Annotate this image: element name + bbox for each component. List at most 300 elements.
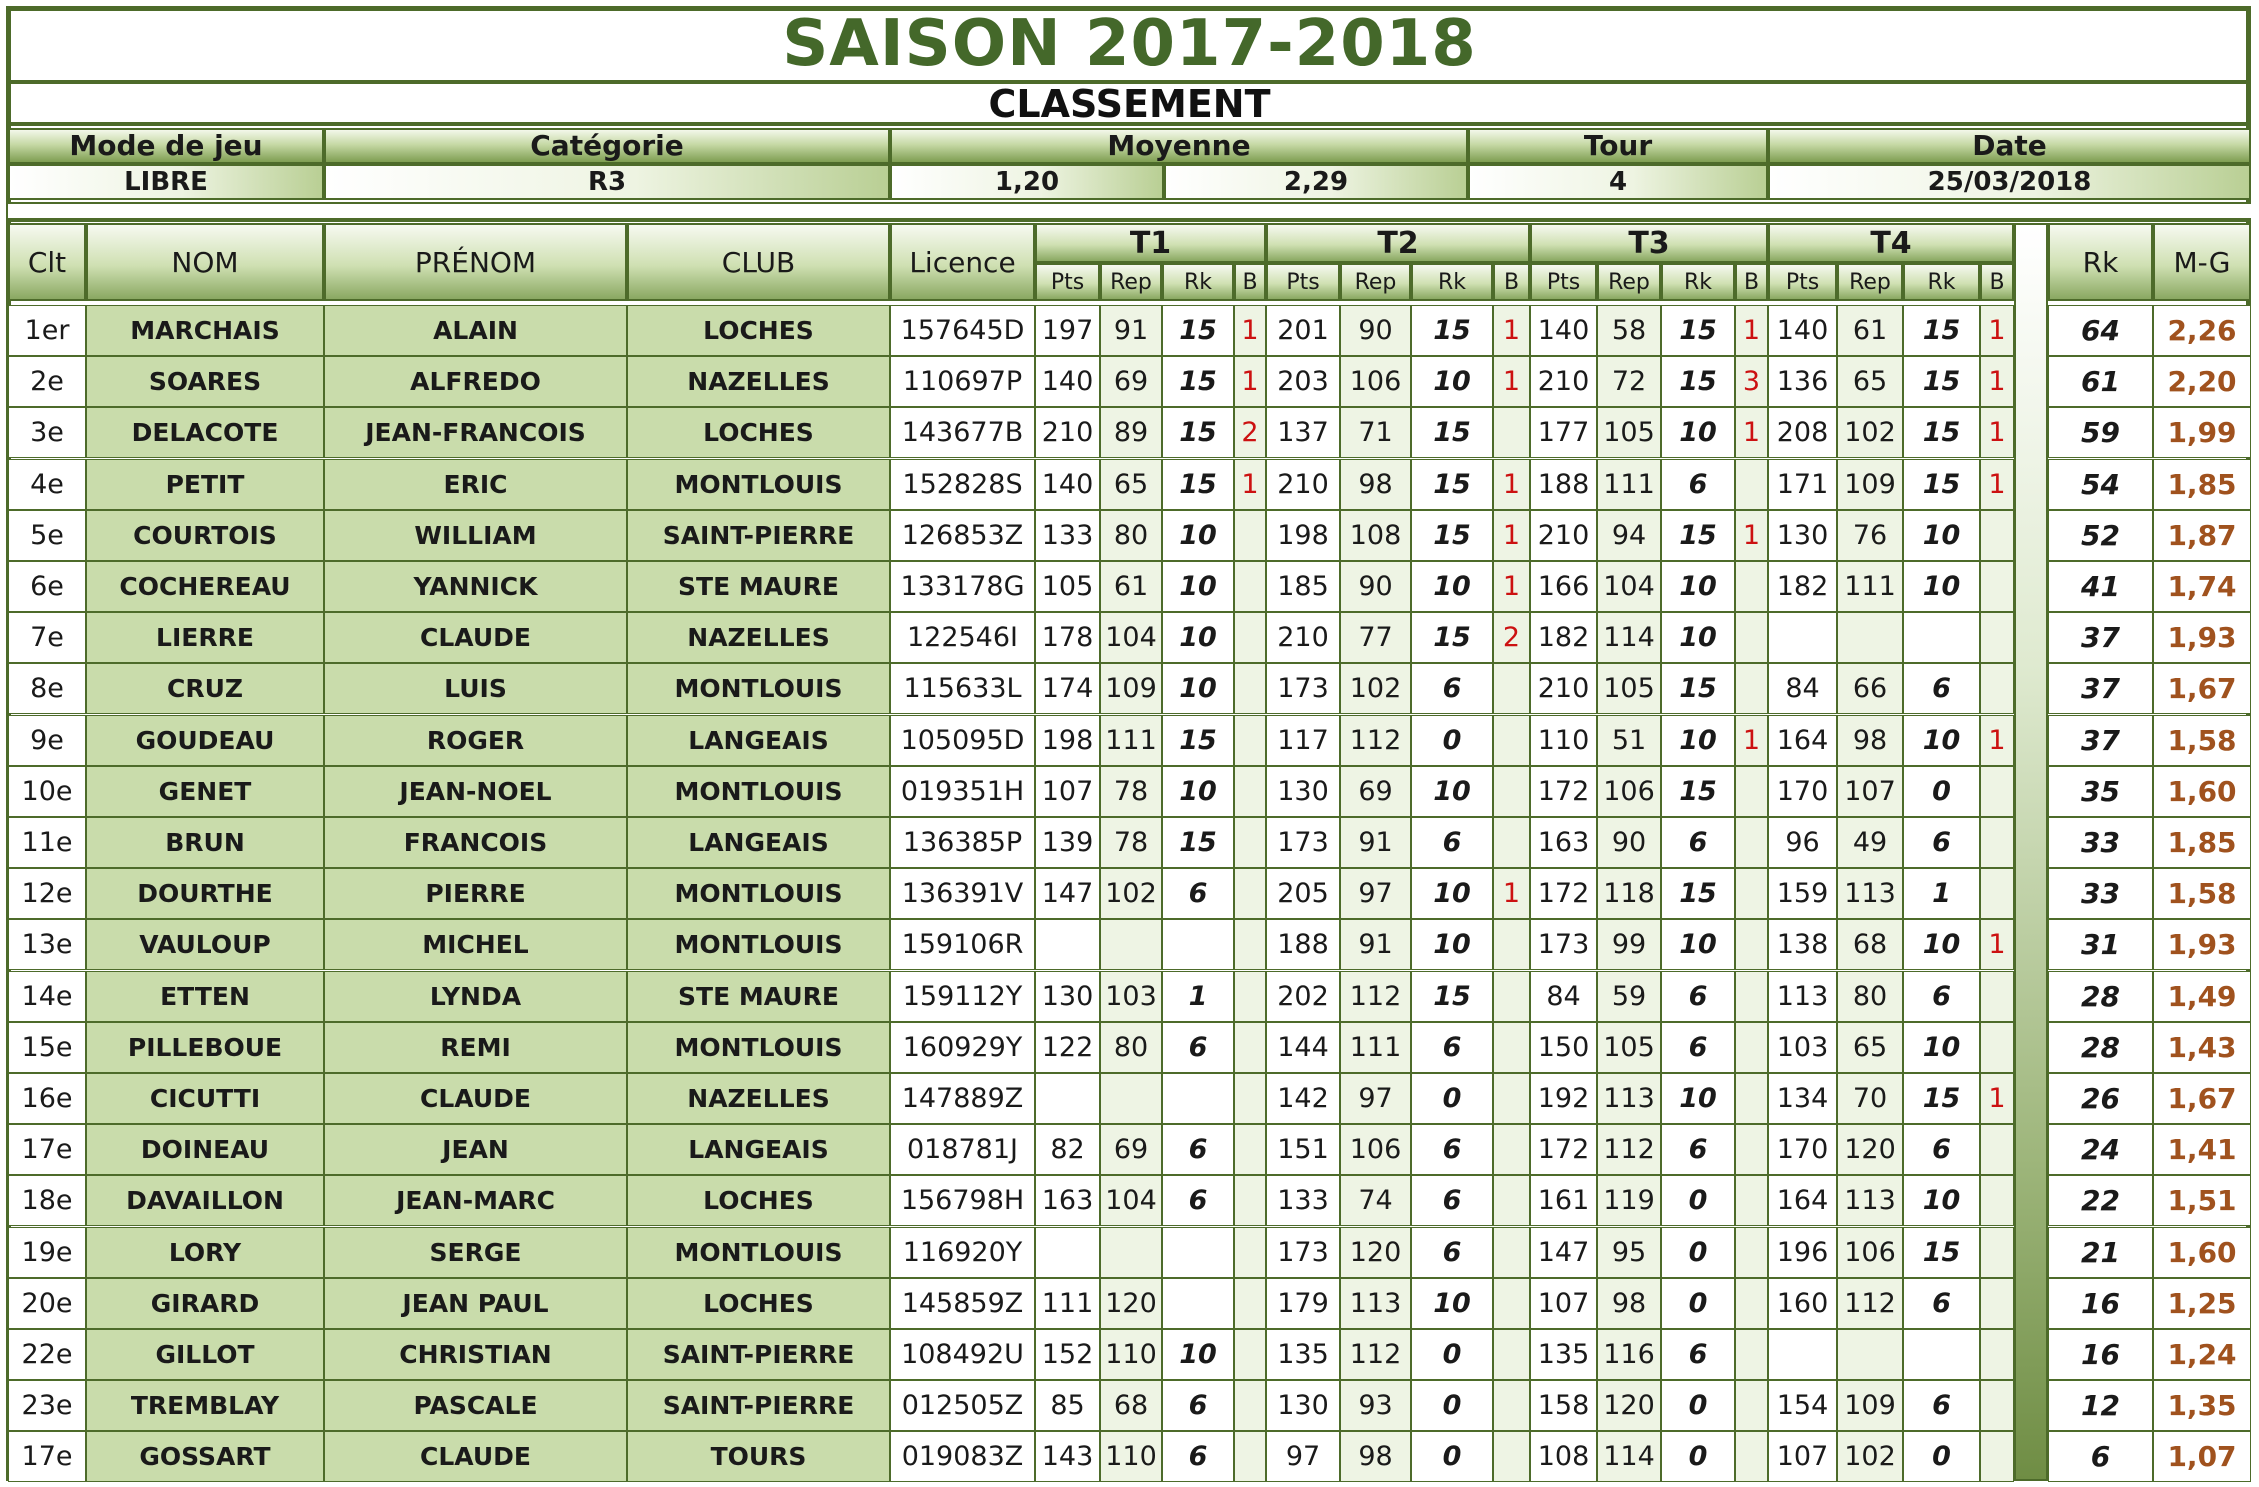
t1-pts-cell: 140 — [1035, 459, 1100, 510]
t1-rep-cell: 109 — [1100, 663, 1162, 714]
t2-bonus-cell: 1 — [1493, 459, 1530, 510]
t2-rk-cell: 15 — [1411, 971, 1493, 1022]
t3-rep-cell: 105 — [1597, 663, 1661, 714]
t1-bonus-cell — [1234, 715, 1266, 766]
t4-bonus-cell — [1980, 971, 2014, 1022]
t1-rk-cell: 15 — [1162, 407, 1234, 458]
t2-rk-cell: 0 — [1411, 1431, 1493, 1482]
categorie-header: Catégorie — [324, 128, 890, 164]
t3-pts-cell: 173 — [1530, 919, 1597, 970]
t1-pts-cell: 143 — [1035, 1431, 1100, 1482]
t3-rk-cell: 0 — [1661, 1227, 1735, 1278]
t2-pts-cell: 97 — [1266, 1431, 1340, 1482]
t3-rk-cell: 6 — [1661, 817, 1735, 868]
t1-pts-cell: 174 — [1035, 663, 1100, 714]
moyenne-generale-cell: 1,87 — [2153, 510, 2251, 561]
t3-rep-cell: 72 — [1597, 356, 1661, 407]
t4-bonus-cell — [1980, 766, 2014, 817]
t3-bonus-cell: 1 — [1735, 407, 1768, 458]
col-header-pts: Pts — [1035, 263, 1100, 301]
t4-rep-cell: 65 — [1837, 356, 1903, 407]
t2-bonus-cell — [1493, 919, 1530, 970]
t3-rep-cell: 113 — [1597, 1073, 1661, 1124]
t1-pts-cell: 82 — [1035, 1124, 1100, 1175]
t1-rep-cell: 110 — [1100, 1329, 1162, 1380]
nom-cell: PETIT — [86, 459, 324, 510]
licence-cell: 115633L — [890, 663, 1035, 714]
t1-pts-cell — [1035, 1073, 1100, 1124]
t3-pts-cell: 107 — [1530, 1278, 1597, 1329]
t2-bonus-cell: 1 — [1493, 305, 1530, 356]
col-header-b: B — [1234, 263, 1266, 301]
t4-bonus-cell — [1980, 1124, 2014, 1175]
t1-pts-cell: 147 — [1035, 868, 1100, 919]
t2-rep-cell: 91 — [1340, 919, 1411, 970]
t3-rk-cell: 6 — [1661, 1329, 1735, 1380]
t1-rk-cell: 6 — [1162, 868, 1234, 919]
moyenne-max-value: 2,29 — [1164, 164, 1468, 200]
t4-rep-cell: 111 — [1837, 561, 1903, 612]
col-header-b: B — [1980, 263, 2014, 301]
moyenne-generale-cell: 1,41 — [2153, 1124, 2251, 1175]
t2-bonus-cell — [1493, 1175, 1530, 1226]
t2-pts-cell: 198 — [1266, 510, 1340, 561]
t2-pts-cell: 179 — [1266, 1278, 1340, 1329]
col-header-b: B — [1493, 263, 1530, 301]
t1-rep-cell: 80 — [1100, 1022, 1162, 1073]
club-cell: TOURS — [627, 1431, 890, 1482]
rank-cell: 8e — [8, 663, 86, 714]
club-cell: MONTLOUIS — [627, 1227, 890, 1278]
t4-bonus-cell: 1 — [1980, 715, 2014, 766]
t3-bonus-cell: 1 — [1735, 715, 1768, 766]
t1-rk-cell: 10 — [1162, 612, 1234, 663]
t1-rk-cell: 15 — [1162, 305, 1234, 356]
t1-bonus-cell — [1234, 1175, 1266, 1226]
t4-rk-cell: 10 — [1903, 715, 1980, 766]
t4-rep-cell: 66 — [1837, 663, 1903, 714]
t3-rep-cell: 106 — [1597, 766, 1661, 817]
t3-bonus-cell — [1735, 1278, 1768, 1329]
t3-pts-cell: 140 — [1530, 305, 1597, 356]
t4-bonus-cell — [1980, 1227, 2014, 1278]
licence-cell: 159112Y — [890, 971, 1035, 1022]
t4-bonus-cell — [1980, 1278, 2014, 1329]
t3-pts-cell: 172 — [1530, 766, 1597, 817]
t1-pts-cell: 140 — [1035, 356, 1100, 407]
nom-cell: DOURTHE — [86, 868, 324, 919]
t1-rep-cell — [1100, 919, 1162, 970]
t4-rep-cell: 68 — [1837, 919, 1903, 970]
licence-cell: 152828S — [890, 459, 1035, 510]
t4-bonus-cell — [1980, 510, 2014, 561]
t2-bonus-cell — [1493, 1073, 1530, 1124]
t4-rep-cell: 120 — [1837, 1124, 1903, 1175]
t3-rk-cell: 10 — [1661, 612, 1735, 663]
t1-rep-cell: 102 — [1100, 868, 1162, 919]
t4-rep-cell: 107 — [1837, 766, 1903, 817]
total-rk-cell: 37 — [2048, 663, 2153, 714]
col-header-pts: Pts — [1768, 263, 1837, 301]
moyenne-generale-cell: 1,43 — [2153, 1022, 2251, 1073]
nom-cell: DELACOTE — [86, 407, 324, 458]
col-header-licence: Licence — [890, 223, 1035, 301]
t1-bonus-cell — [1234, 1227, 1266, 1278]
rank-cell: 4e — [8, 459, 86, 510]
club-cell: STE MAURE — [627, 971, 890, 1022]
t4-rep-cell: 80 — [1837, 971, 1903, 1022]
t4-rk-cell: 15 — [1903, 1227, 1980, 1278]
t3-rep-cell: 112 — [1597, 1124, 1661, 1175]
t4-bonus-cell — [1980, 1380, 2014, 1431]
t1-bonus-cell: 1 — [1234, 305, 1266, 356]
t3-bonus-cell: 3 — [1735, 356, 1768, 407]
t2-rk-cell: 15 — [1411, 459, 1493, 510]
nom-cell: VAULOUP — [86, 919, 324, 970]
prenom-cell: PASCALE — [324, 1380, 627, 1431]
t4-rk-cell: 15 — [1903, 1073, 1980, 1124]
t2-rep-cell: 112 — [1340, 971, 1411, 1022]
t3-pts-cell: 163 — [1530, 817, 1597, 868]
total-rk-cell: 16 — [2048, 1278, 2153, 1329]
licence-cell: 122546I — [890, 612, 1035, 663]
t1-rk-cell: 15 — [1162, 459, 1234, 510]
t3-pts-cell: 177 — [1530, 407, 1597, 458]
tour-value: 4 — [1468, 164, 1768, 200]
t1-bonus-cell — [1234, 971, 1266, 1022]
t4-pts-cell: 160 — [1768, 1278, 1837, 1329]
t1-pts-cell — [1035, 1227, 1100, 1278]
col-header-rep: Rep — [1597, 263, 1661, 301]
t1-rk-cell: 6 — [1162, 1380, 1234, 1431]
prenom-cell: JEAN — [324, 1124, 627, 1175]
t2-rk-cell: 6 — [1411, 817, 1493, 868]
prenom-cell: YANNICK — [324, 561, 627, 612]
total-rk-cell: 35 — [2048, 766, 2153, 817]
t3-bonus-cell: 1 — [1735, 305, 1768, 356]
t1-rep-cell: 69 — [1100, 356, 1162, 407]
t2-rk-cell: 0 — [1411, 1073, 1493, 1124]
t3-pts-cell: 108 — [1530, 1431, 1597, 1482]
t2-bonus-cell — [1493, 766, 1530, 817]
t4-pts-cell: 103 — [1768, 1022, 1837, 1073]
t2-pts-cell: 201 — [1266, 305, 1340, 356]
t4-rk-cell: 10 — [1903, 1022, 1980, 1073]
t3-bonus-cell — [1735, 971, 1768, 1022]
nom-cell: GENET — [86, 766, 324, 817]
t1-rk-cell: 6 — [1162, 1175, 1234, 1226]
t3-pts-cell: 166 — [1530, 561, 1597, 612]
t2-rk-cell: 15 — [1411, 305, 1493, 356]
t1-bonus-cell — [1234, 1073, 1266, 1124]
prenom-cell: FRANCOIS — [324, 817, 627, 868]
t1-rk-cell: 10 — [1162, 663, 1234, 714]
t4-rk-cell: 6 — [1903, 1278, 1980, 1329]
t1-rep-cell: 104 — [1100, 1175, 1162, 1226]
t3-bonus-cell — [1735, 1380, 1768, 1431]
t4-pts-cell: 170 — [1768, 766, 1837, 817]
t3-bonus-cell — [1735, 1329, 1768, 1380]
tour-header: Tour — [1468, 128, 1768, 164]
t4-rep-cell: 102 — [1837, 1431, 1903, 1482]
prenom-cell: JEAN PAUL — [324, 1278, 627, 1329]
t4-rk-cell: 6 — [1903, 1124, 1980, 1175]
t2-bonus-cell — [1493, 1227, 1530, 1278]
col-header-rep: Rep — [1837, 263, 1903, 301]
t3-pts-cell: 188 — [1530, 459, 1597, 510]
prenom-cell: ROGER — [324, 715, 627, 766]
col-header-b: B — [1735, 263, 1768, 301]
t1-pts-cell: 178 — [1035, 612, 1100, 663]
club-cell: MONTLOUIS — [627, 919, 890, 970]
rank-cell: 6e — [8, 561, 86, 612]
t4-bonus-cell: 1 — [1980, 407, 2014, 458]
t1-pts-cell: 210 — [1035, 407, 1100, 458]
t4-rep-cell — [1837, 1329, 1903, 1380]
t2-pts-cell: 135 — [1266, 1329, 1340, 1380]
t2-rep-cell: 74 — [1340, 1175, 1411, 1226]
t3-rk-cell: 0 — [1661, 1380, 1735, 1431]
rank-cell: 10e — [8, 766, 86, 817]
t3-pts-cell: 192 — [1530, 1073, 1597, 1124]
t1-rep-cell: 103 — [1100, 971, 1162, 1022]
t4-pts-cell: 208 — [1768, 407, 1837, 458]
t3-rk-cell: 15 — [1661, 663, 1735, 714]
total-rk-cell: 16 — [2048, 1329, 2153, 1380]
moyenne-generale-cell: 1,85 — [2153, 817, 2251, 868]
t1-rk-cell: 15 — [1162, 715, 1234, 766]
total-rk-cell: 12 — [2048, 1380, 2153, 1431]
total-rk-cell: 41 — [2048, 561, 2153, 612]
t1-rep-cell — [1100, 1073, 1162, 1124]
t2-pts-cell: 205 — [1266, 868, 1340, 919]
nom-cell: GIRARD — [86, 1278, 324, 1329]
t4-bonus-cell — [1980, 1431, 2014, 1482]
t3-rep-cell: 111 — [1597, 459, 1661, 510]
t3-bonus-cell — [1735, 1073, 1768, 1124]
nom-cell: BRUN — [86, 817, 324, 868]
t3-rep-cell: 95 — [1597, 1227, 1661, 1278]
t2-pts-cell: 142 — [1266, 1073, 1340, 1124]
t4-rk-cell: 0 — [1903, 766, 1980, 817]
t1-pts-cell: 105 — [1035, 561, 1100, 612]
club-cell: LOCHES — [627, 1278, 890, 1329]
t1-rep-cell: 78 — [1100, 817, 1162, 868]
t3-rk-cell: 6 — [1661, 971, 1735, 1022]
t2-rep-cell: 69 — [1340, 766, 1411, 817]
t4-rk-cell: 6 — [1903, 663, 1980, 714]
t1-rep-cell: 104 — [1100, 612, 1162, 663]
t3-rk-cell: 10 — [1661, 561, 1735, 612]
t2-rep-cell: 98 — [1340, 1431, 1411, 1482]
nom-cell: COCHEREAU — [86, 561, 324, 612]
prenom-cell: ERIC — [324, 459, 627, 510]
t4-pts-cell: 171 — [1768, 459, 1837, 510]
t1-rk-cell: 6 — [1162, 1431, 1234, 1482]
t2-bonus-cell — [1493, 1124, 1530, 1175]
t2-rk-cell: 10 — [1411, 356, 1493, 407]
t4-rep-cell: 109 — [1837, 1380, 1903, 1431]
t2-rep-cell: 113 — [1340, 1278, 1411, 1329]
t3-pts-cell: 172 — [1530, 868, 1597, 919]
t2-rk-cell: 15 — [1411, 407, 1493, 458]
nom-cell: PILLEBOUE — [86, 1022, 324, 1073]
col-header-t1: T1 — [1035, 223, 1266, 263]
t2-bonus-cell — [1493, 1380, 1530, 1431]
season-title: SAISON 2017-2018 — [782, 7, 1477, 81]
t3-rep-cell: 105 — [1597, 407, 1661, 458]
t3-rep-cell: 90 — [1597, 817, 1661, 868]
t3-bonus-cell — [1735, 1124, 1768, 1175]
t3-bonus-cell — [1735, 1431, 1768, 1482]
t4-rk-cell: 10 — [1903, 1175, 1980, 1226]
nom-cell: ETTEN — [86, 971, 324, 1022]
t1-pts-cell: 139 — [1035, 817, 1100, 868]
total-rk-cell: 28 — [2048, 971, 2153, 1022]
t3-rk-cell: 15 — [1661, 356, 1735, 407]
t3-bonus-cell — [1735, 868, 1768, 919]
t3-bonus-cell — [1735, 1175, 1768, 1226]
t4-bonus-cell: 1 — [1980, 305, 2014, 356]
t1-pts-cell: 122 — [1035, 1022, 1100, 1073]
t1-pts-cell: 133 — [1035, 510, 1100, 561]
nom-cell: DAVAILLON — [86, 1175, 324, 1226]
total-rk-cell: 24 — [2048, 1124, 2153, 1175]
t3-pts-cell: 172 — [1530, 1124, 1597, 1175]
licence-cell: 110697P — [890, 356, 1035, 407]
t1-rk-cell: 10 — [1162, 766, 1234, 817]
moyenne-min-value: 1,20 — [890, 164, 1164, 200]
prenom-cell: JEAN-NOEL — [324, 766, 627, 817]
t3-bonus-cell — [1735, 817, 1768, 868]
t3-rep-cell: 116 — [1597, 1329, 1661, 1380]
licence-cell: 133178G — [890, 561, 1035, 612]
rank-cell: 17e — [8, 1431, 86, 1482]
t2-bonus-cell — [1493, 663, 1530, 714]
t2-pts-cell: 130 — [1266, 766, 1340, 817]
t4-rep-cell: 109 — [1837, 459, 1903, 510]
t4-bonus-cell — [1980, 1175, 2014, 1226]
total-rk-cell: 6 — [2048, 1431, 2153, 1482]
t3-pts-cell: 150 — [1530, 1022, 1597, 1073]
nom-cell: LIERRE — [86, 612, 324, 663]
t1-rk-cell: 6 — [1162, 1022, 1234, 1073]
rank-cell: 13e — [8, 919, 86, 970]
t2-bonus-cell — [1493, 1022, 1530, 1073]
rank-cell: 2e — [8, 356, 86, 407]
t1-rk-cell: 10 — [1162, 1329, 1234, 1380]
total-rk-cell: 54 — [2048, 459, 2153, 510]
t2-pts-cell: 173 — [1266, 663, 1340, 714]
prenom-cell: LYNDA — [324, 971, 627, 1022]
categorie-value: R3 — [324, 164, 890, 200]
t2-rep-cell: 111 — [1340, 1022, 1411, 1073]
t1-bonus-cell — [1234, 1022, 1266, 1073]
date-value: 25/03/2018 — [1768, 164, 2251, 200]
t1-pts-cell: 197 — [1035, 305, 1100, 356]
t2-bonus-cell — [1493, 1431, 1530, 1482]
col-header-club: CLUB — [627, 223, 890, 301]
t2-rep-cell: 77 — [1340, 612, 1411, 663]
nom-cell: MARCHAIS — [86, 305, 324, 356]
t3-pts-cell: 161 — [1530, 1175, 1597, 1226]
prenom-cell: WILLIAM — [324, 510, 627, 561]
t1-rep-cell: 89 — [1100, 407, 1162, 458]
t2-pts-cell: 173 — [1266, 817, 1340, 868]
t4-bonus-cell — [1980, 817, 2014, 868]
t1-pts-cell — [1035, 919, 1100, 970]
moyenne-generale-cell: 2,20 — [2153, 356, 2251, 407]
t3-bonus-cell — [1735, 612, 1768, 663]
t4-pts-cell: 196 — [1768, 1227, 1837, 1278]
col-header-pts: Pts — [1530, 263, 1597, 301]
club-cell: SAINT-PIERRE — [627, 1329, 890, 1380]
club-cell: MONTLOUIS — [627, 1022, 890, 1073]
t1-rk-cell: 15 — [1162, 817, 1234, 868]
t2-bonus-cell: 1 — [1493, 561, 1530, 612]
moyenne-generale-cell: 1,93 — [2153, 612, 2251, 663]
col-header-rep: Rep — [1340, 263, 1411, 301]
t2-rep-cell: 102 — [1340, 663, 1411, 714]
t1-bonus-cell — [1234, 868, 1266, 919]
t2-bonus-cell: 1 — [1493, 356, 1530, 407]
t1-rk-cell — [1162, 919, 1234, 970]
t1-pts-cell: 163 — [1035, 1175, 1100, 1226]
nom-cell: GOUDEAU — [86, 715, 324, 766]
t3-pts-cell: 210 — [1530, 510, 1597, 561]
rank-cell: 12e — [8, 868, 86, 919]
licence-cell: 116920Y — [890, 1227, 1035, 1278]
t3-pts-cell: 210 — [1530, 663, 1597, 714]
t4-pts-cell: 164 — [1768, 1175, 1837, 1226]
spacer-band — [8, 202, 2251, 222]
t1-rep-cell: 91 — [1100, 305, 1162, 356]
moyenne-generale-cell: 1,99 — [2153, 407, 2251, 458]
nom-cell: GILLOT — [86, 1329, 324, 1380]
t4-pts-cell: 164 — [1768, 715, 1837, 766]
t2-rep-cell: 90 — [1340, 561, 1411, 612]
t1-rep-cell: 120 — [1100, 1278, 1162, 1329]
t2-rep-cell: 90 — [1340, 305, 1411, 356]
rank-cell: 23e — [8, 1380, 86, 1431]
t2-rk-cell: 10 — [1411, 1278, 1493, 1329]
t2-rk-cell: 6 — [1411, 1175, 1493, 1226]
moyenne-generale-cell: 1,60 — [2153, 1227, 2251, 1278]
t2-pts-cell: 185 — [1266, 561, 1340, 612]
t1-pts-cell: 85 — [1035, 1380, 1100, 1431]
t2-rk-cell: 0 — [1411, 1329, 1493, 1380]
t1-bonus-cell — [1234, 1431, 1266, 1482]
t3-bonus-cell: 1 — [1735, 510, 1768, 561]
t2-rk-cell: 0 — [1411, 715, 1493, 766]
t1-rk-cell — [1162, 1227, 1234, 1278]
t1-rk-cell: 6 — [1162, 1124, 1234, 1175]
total-rk-cell: 33 — [2048, 868, 2153, 919]
t1-rep-cell: 61 — [1100, 561, 1162, 612]
moyenne-generale-cell: 1,85 — [2153, 459, 2251, 510]
t2-rep-cell: 112 — [1340, 715, 1411, 766]
club-cell: STE MAURE — [627, 561, 890, 612]
t2-pts-cell: 133 — [1266, 1175, 1340, 1226]
t3-rep-cell: 104 — [1597, 561, 1661, 612]
total-rk-cell: 26 — [2048, 1073, 2153, 1124]
t4-rk-cell: 10 — [1903, 561, 1980, 612]
t3-pts-cell: 110 — [1530, 715, 1597, 766]
t3-pts-cell: 182 — [1530, 612, 1597, 663]
t4-rk-cell: 15 — [1903, 305, 1980, 356]
t4-rk-cell — [1903, 1329, 1980, 1380]
col-header-t2: T2 — [1266, 223, 1530, 263]
